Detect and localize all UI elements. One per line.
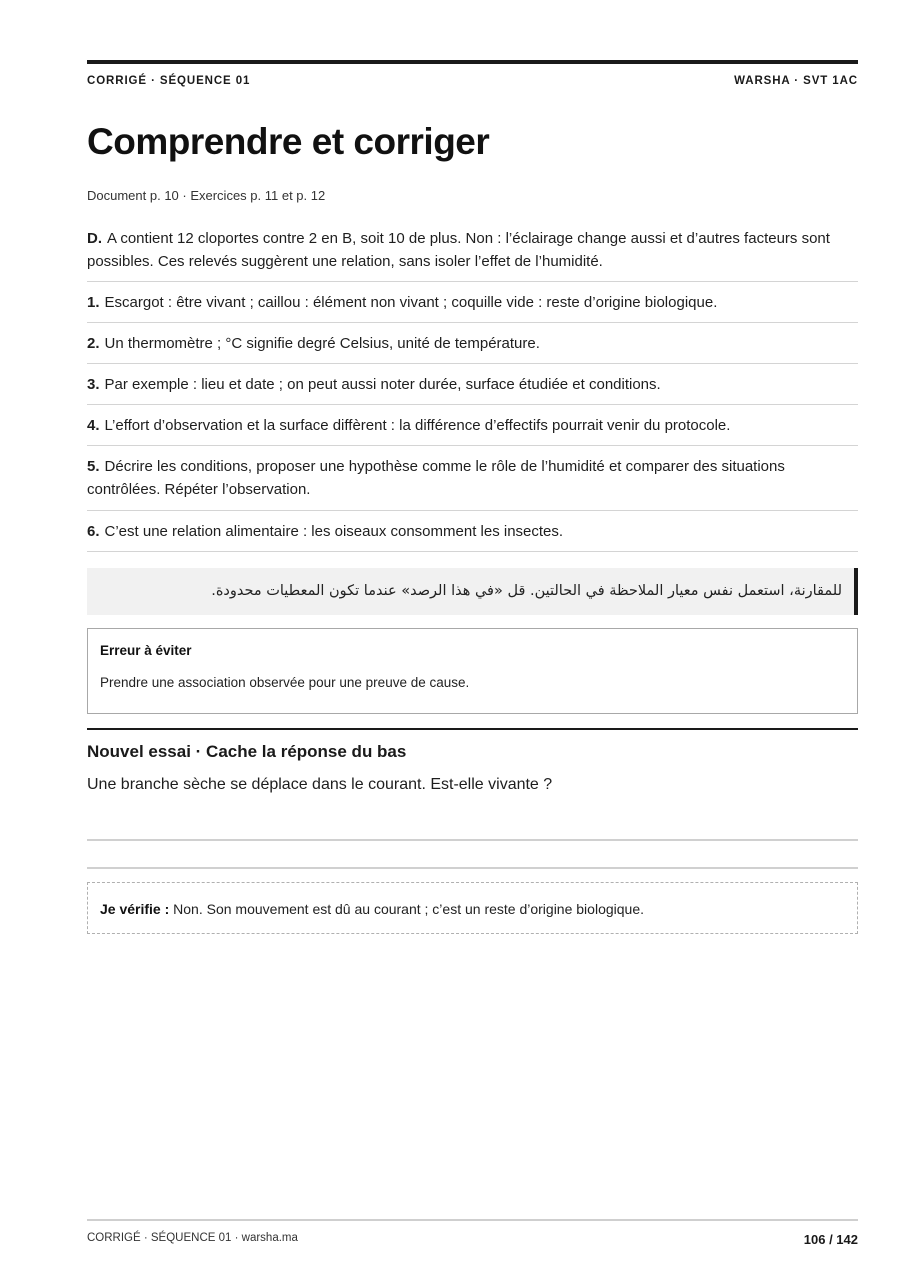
new-try-question: Une branche sèche se déplace dans le courant. Est-elle vivante ? [87,776,553,793]
answer-line [87,867,858,869]
item-text: Un thermomètre ; °C signifie degré Celsius, unité de température. [104,335,540,352]
item-number: D. [87,230,102,247]
new-try-title: Nouvel essai · Cache la réponse du bas [87,742,407,761]
item-number: 3. [87,376,100,393]
list-item [87,364,858,405]
check-text: Non. Son mouvement est dû au courant ; c’est un reste d’origine biologique. [173,901,644,917]
item-number: 2. [87,335,100,352]
list-item [87,323,858,364]
section-rule [87,728,858,730]
item-text: A contient 12 cloportes contre 2 en B, soit 10 de plus. Non : l’éclairage change aussi et d’autres facteurs sont possibles. Ces relevés suggèrent une relation, sans isoler l’effet de l’humidité. [87,230,830,270]
item-number: 5. [87,458,100,475]
error-title: Erreur à éviter [100,643,192,658]
item-text: Décrire les conditions, proposer une hypothèse comme le rôle de l’humidité et comparer des situations contrôlées. Répéter l’observation. [87,458,785,498]
footer-rule [87,1219,858,1221]
header-right: WARSHA · SVT 1AC [734,75,858,87]
page [87,0,858,1287]
page-number: 106 / 142 [803,1232,858,1247]
header-left: CORRIGÉ · SÉQUENCE 01 [87,75,251,87]
item-text: Escargot : être vivant ; caillou : élément non vivant ; coquille vide : reste d’origine biologique. [104,294,718,311]
list-item [87,511,858,552]
running-header [87,75,858,87]
answer-line [87,839,858,841]
arabic-note: للمقارنة، استعمل نفس معيار الملاحظة في الحالتين. قل «في هذا الرصد» عندما تكون المعطيات محدودة. [87,568,858,615]
item-number: 1. [87,294,100,311]
footer-left: CORRIGÉ · SÉQUENCE 01 · warsha.ma [87,1232,298,1244]
list-item [87,219,858,282]
item-text: Par exemple : lieu et date ; on peut aussi noter durée, surface étudiée et conditions. [104,376,661,393]
page-subtitle: Document p. 10 · Exercices p. 11 et p. 12 [87,188,326,203]
error-callout [87,628,858,714]
item-number: 4. [87,417,100,434]
item-text: C’est une relation alimentaire : les oiseaux consomment les insectes. [104,523,564,540]
item-number: 6. [87,523,100,540]
answer-list [87,219,858,552]
list-item [87,405,858,446]
list-item [87,282,858,323]
page-title: Comprendre et corriger [87,121,490,162]
check-label: Je vérifie : [100,901,170,917]
error-text: Prendre une association observée pour une preuve de cause. [100,675,470,690]
item-text: L’effort d’observation et la surface diffèrent : la différence d’effectifs pourrait venir du protocole. [104,417,731,434]
check-answer-box [87,882,858,934]
list-item [87,446,858,511]
top-rule [87,60,858,64]
